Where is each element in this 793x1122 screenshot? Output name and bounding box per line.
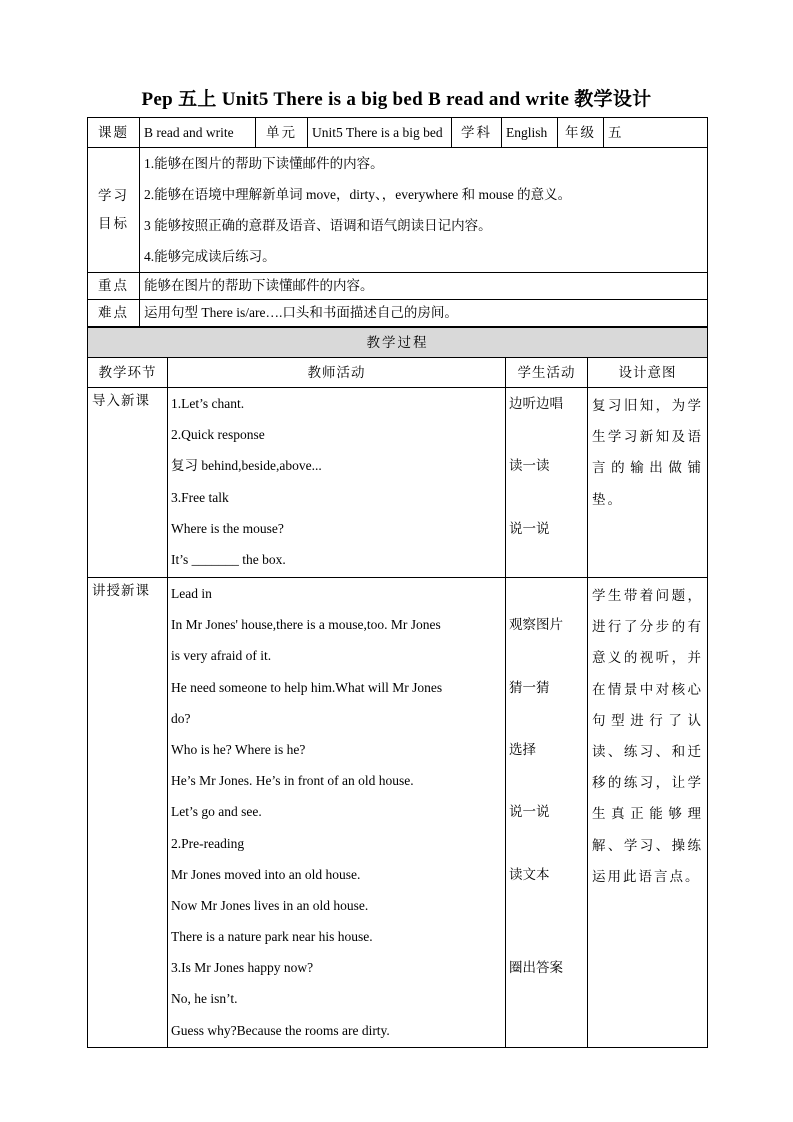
teacher-activity-line: 1.Let’s chant. <box>171 396 245 411</box>
goal-item: 1.能够在图片的帮助下读懂邮件的内容。 <box>144 156 384 171</box>
teacher-activity-line: There is a nature park near his house. <box>171 929 373 945</box>
design-intent-cell: 复习旧知，为学生学习新知及语言的输出做铺垫。 <box>588 388 708 578</box>
grade-value: 五 <box>604 118 708 148</box>
student-activity-line: 说一说 <box>509 520 550 536</box>
goal-item: 3 能够按照正确的意群及语音、语调和语气朗读日记内容。 <box>144 218 492 233</box>
difficult-label: 难点 <box>88 300 140 327</box>
student-activity-line <box>509 640 583 671</box>
student-activity-line <box>509 890 583 921</box>
goals-label: 学习目标 <box>88 148 140 273</box>
student-activity-line: 观察图片 <box>509 617 563 633</box>
student-activity-line <box>509 419 583 450</box>
goals-cell <box>140 148 708 273</box>
process-band-row <box>88 328 708 358</box>
teacher-activity-line: Guess why?Because the rooms are dirty. <box>171 1022 390 1038</box>
student-activity-line: 边听边唱 <box>509 396 563 411</box>
student-activity-line <box>509 1015 583 1046</box>
process-row <box>88 578 708 1048</box>
student-activity-line <box>509 828 583 859</box>
student-activity-line: 读文本 <box>509 866 550 882</box>
topic-value: B read and write <box>140 118 256 148</box>
teacher-activity-line: It’s _______ the box. <box>171 551 286 567</box>
teacher-activity-line: 3.Free talk <box>171 489 229 505</box>
difficult-value: 运用句型 There is/are….口头和书面描述自己的房间。 <box>140 300 708 327</box>
teacher-activity-line: No, he isn’t. <box>171 991 238 1007</box>
student-activity-line <box>509 578 583 609</box>
teacher-activity-line: Let’s go and see. <box>171 804 262 820</box>
stage-cell: 导入新课 <box>88 388 168 578</box>
student-activity-line <box>509 765 583 796</box>
teaching-process-table <box>87 327 708 1048</box>
student-activity-line: 读一读 <box>509 458 550 474</box>
process-band: 教学过程 <box>88 328 708 358</box>
teacher-activity-line: Now Mr Jones lives in an old house. <box>171 897 369 913</box>
teacher-activity-line: Where is the mouse? <box>171 520 284 536</box>
key-label: 重点 <box>88 273 140 300</box>
unit-value: Unit5 There is a big bed <box>308 118 452 148</box>
process-header-row <box>88 358 708 388</box>
student-activity-line <box>509 703 583 734</box>
grade-label: 年级 <box>558 118 604 148</box>
student-activity-line: 选择 <box>509 741 536 757</box>
info-row-topic <box>88 118 708 148</box>
teacher-activity-line: is very afraid of it. <box>171 648 272 664</box>
teacher-activity-line: He’s Mr Jones. He’s in front of an old house. <box>171 773 414 789</box>
teacher-activity-line: 3.Is Mr Jones happy now? <box>171 960 314 976</box>
teacher-activity-line: 2.Quick response <box>171 427 265 443</box>
student-activity-line <box>509 921 583 952</box>
teacher-activity-line: 复习 behind,beside,above... <box>171 458 322 474</box>
header-teacher: 教师活动 <box>168 358 506 388</box>
student-activity-line <box>509 482 583 513</box>
unit-label: 单元 <box>256 118 308 148</box>
teacher-activity-line: Who is he? Where is he? <box>171 741 306 757</box>
teacher-activity-cell <box>168 388 506 578</box>
teacher-activity-line: In Mr Jones' house,there is a mouse,too. Mr Jones <box>171 617 441 633</box>
student-activity-cell <box>506 388 588 578</box>
teacher-activity-line: Lead in <box>171 586 212 601</box>
teacher-activity-line: do? <box>171 710 191 726</box>
info-row-difficult <box>88 300 708 327</box>
student-activity-line: 猜一猜 <box>509 679 550 695</box>
teacher-activity-line: 2.Pre-reading <box>171 835 245 851</box>
topic-label: 课题 <box>88 118 140 148</box>
subject-value: English <box>502 118 558 148</box>
header-stage: 教学环节 <box>88 358 168 388</box>
teacher-activity-cell <box>168 578 506 1048</box>
info-row-goals <box>88 148 708 273</box>
process-row <box>88 388 708 578</box>
student-activity-line <box>509 544 583 575</box>
student-activity-line: 圈出答案 <box>509 960 563 976</box>
lesson-info-table <box>87 117 708 327</box>
header-intent: 设计意图 <box>588 358 708 388</box>
goal-item: 2.能够在语境中理解新单词 move，dirty、，everywhere 和 mouse 的意义。 <box>144 187 572 202</box>
design-intent-cell: 学生带着问题，进行了分步的有意义的视听，并在情景中对核心句型进行了认读、练习、和迁移的练习，让学生真正能够理解、学习、操练运用此语言点。 <box>588 578 708 1048</box>
student-activity-line: 说一说 <box>509 804 550 820</box>
student-activity-cell <box>506 578 588 1048</box>
stage-cell: 讲授新课 <box>88 578 168 1048</box>
info-row-key <box>88 273 708 300</box>
goal-item: 4.能够完成读后练习。 <box>144 249 276 264</box>
teacher-activity-line: He need someone to help him.What will Mr Jones <box>171 679 443 695</box>
header-student: 学生活动 <box>506 358 588 388</box>
subject-label: 学科 <box>452 118 502 148</box>
teacher-activity-line: Mr Jones moved into an old house. <box>171 866 361 882</box>
student-activity-line <box>509 983 583 1014</box>
key-value: 能够在图片的帮助下读懂邮件的内容。 <box>140 273 708 300</box>
document-title: Pep 五上 Unit5 There is a big bed B read and write 教学设计 <box>141 89 652 110</box>
